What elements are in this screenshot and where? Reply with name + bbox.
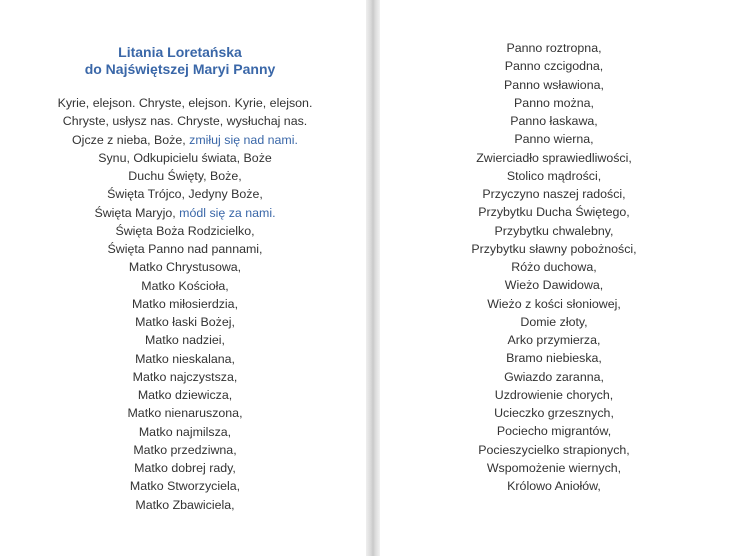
litany-line: Przybytku sławny pobożności,	[471, 241, 637, 256]
litany-line: Domie złoty,	[520, 314, 588, 329]
litany-line: Arko przymierza,	[507, 333, 601, 347]
litany-line	[0, 386, 370, 404]
litany-line	[0, 331, 370, 349]
litany-line	[0, 459, 370, 477]
litany-line: Pociecho migrantów,	[496, 424, 612, 439]
litany-line	[0, 313, 370, 331]
litany-line	[0, 167, 370, 185]
litany-line	[0, 404, 370, 422]
title-line-2: do Najświętszej Maryi Panny	[84, 61, 276, 77]
litany-line	[0, 222, 370, 240]
litany-line: Przyczyno naszej radości,	[482, 187, 626, 201]
litany-line	[0, 441, 370, 459]
litany-line	[0, 185, 370, 203]
invocation-text: Święta Boża Rodzicielko,	[115, 223, 255, 238]
litany-line: Bramo niebieska,	[506, 351, 602, 366]
invocation-text: Synu, Odkupicielu świata, Boże	[98, 150, 272, 165]
litany-line	[0, 258, 370, 276]
litany-line: Zwierciadło sprawiedliwości,	[476, 150, 632, 165]
litany-line: Panno roztropna,	[506, 41, 602, 55]
invocation-text: Matko przedziwna,	[133, 442, 237, 457]
litany-line: Uzdrowienie chorych,	[494, 387, 614, 402]
litany-line: Ucieczko grzesznych,	[494, 406, 614, 420]
litany-line: Panno można,	[514, 95, 594, 110]
invocation-text: Matko Stworzyciela,	[129, 479, 241, 494]
litany-line	[0, 94, 370, 112]
invocation-text: Matko nadziei,	[145, 333, 225, 348]
left-page	[0, 0, 366, 556]
litany-line: Przybytku Ducha Świętego,	[478, 205, 630, 220]
litany-line	[0, 149, 370, 167]
litany-line: Panno czcigodna,	[504, 59, 604, 74]
invocation-text: Matko najmilsza,	[138, 424, 232, 439]
page-gutter	[366, 0, 380, 556]
litany-right-column	[382, 39, 726, 495]
litany-line	[0, 423, 370, 441]
litany-left-column	[0, 94, 370, 514]
invocation-text: Duchu Święty, Boże,	[128, 169, 242, 183]
invocation-text: Kyrie, elejson. Chryste, elejson. Kyrie, elejson.	[57, 96, 313, 110]
litany-line: Panno wierna,	[514, 132, 594, 147]
litany-line	[0, 240, 370, 258]
litany-line	[0, 368, 370, 386]
invocation-text: Matko łaski Bożej,	[135, 315, 235, 329]
response-text: módl się za nami.	[179, 205, 276, 220]
litany-line: Różo duchowa,	[511, 260, 597, 274]
response-text: zmiłuj się nad nami.	[189, 132, 298, 147]
invocation-text: Matko nienaruszona,	[127, 406, 243, 421]
invocation-text: Matko miłosierdzia,	[131, 296, 239, 311]
litany-line: Wieżo z kości słoniowej,	[487, 296, 621, 311]
page-title	[0, 44, 360, 78]
litany-line: Pocieszycielko strapionych,	[478, 442, 630, 457]
invocation-text: Matko najczystsza,	[132, 369, 238, 384]
invocation-text: Święta Panno nad pannami,	[107, 242, 263, 256]
litany-line: Przybytku chwalebny,	[494, 223, 614, 238]
litany-line	[0, 477, 370, 495]
invocation-text: Matko Chrystusowa,	[128, 260, 242, 275]
litany-line: Gwiazdo zaranna,	[504, 369, 604, 384]
litany-line: Wspomożenie wiernych,	[486, 460, 622, 475]
litany-line: Panno wsławiona,	[504, 77, 604, 92]
invocation-text: Matko nieskalana,	[135, 351, 235, 366]
litany-line	[0, 350, 370, 368]
invocation-text: Ojcze z nieba, Boże,	[72, 132, 190, 147]
invocation-text: Święta Trójco, Jedyny Boże,	[107, 187, 263, 202]
litany-line: Królowo Aniołów,	[507, 479, 601, 493]
invocation-text: Święta Maryjo,	[94, 205, 180, 220]
litany-line	[0, 277, 370, 295]
invocation-text: Matko dobrej rady,	[134, 461, 236, 475]
invocation-text: Chryste, usłysz nas. Chryste, wysłuchaj nas.	[62, 114, 308, 129]
litany-line	[0, 112, 370, 130]
litany-line: Wieżo Dawidowa,	[504, 278, 604, 293]
litany-line	[0, 496, 370, 514]
invocation-text: Matko dziewicza,	[137, 388, 233, 402]
litany-line	[0, 204, 370, 222]
title-line-1: Litania Loretańska	[118, 44, 242, 60]
invocation-text: Matko Kościoła,	[141, 278, 229, 293]
litany-line	[0, 131, 370, 149]
litany-line: Panno łaskawa,	[510, 114, 598, 128]
invocation-text: Matko Zbawiciela,	[135, 497, 235, 512]
litany-line	[0, 295, 370, 313]
litany-line: Stolico mądrości,	[506, 168, 602, 183]
